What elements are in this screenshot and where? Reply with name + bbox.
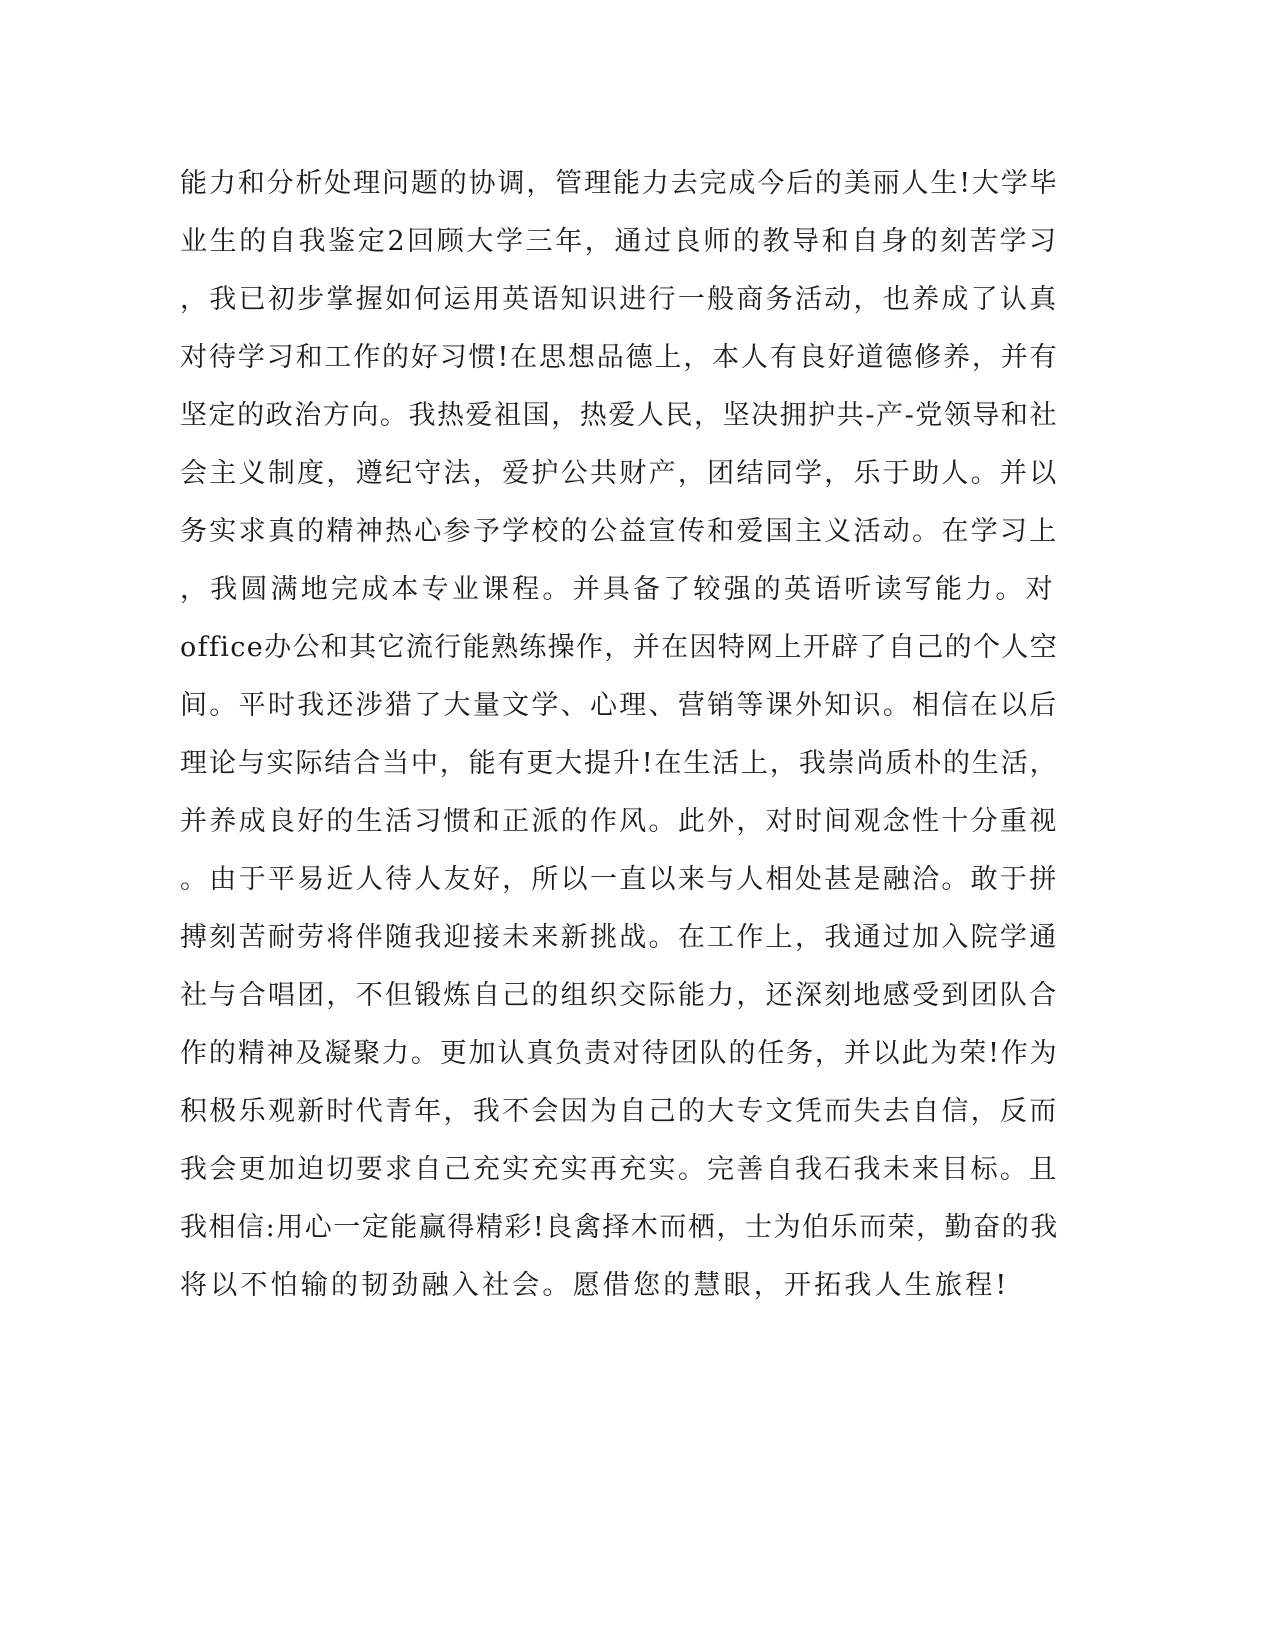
body-text [180, 155, 1060, 1315]
text-line: 我会更加迫切要求自己充实充实再充实。完善自我石我未来目标。且 [180, 1154, 1059, 1185]
text-line: 搏刻苦耐劳将伴随我迎接未来新挑战。在工作上，我通过加入院学通 [180, 922, 1059, 953]
text-line: 能力和分析处理问题的协调，管理能力去完成今后的美丽人生!大学毕 [180, 168, 1059, 199]
text-line: office办公和其它流行能熟练操作，并在因特网上开辟了自己的个人空 [180, 632, 1059, 663]
text-line: 。由于平易近人待人友好，所以一直以来与人相处甚是融洽。敢于拼 [180, 864, 1059, 895]
text-line: ，我圆满地完成本专业课程。并具备了较强的英语听读写能力。对 [180, 574, 1056, 605]
text-line: 理论与实际结合当中，能有更大提升!在生活上，我崇尚质朴的生活， [180, 748, 1059, 779]
text-line: 我相信:用心一定能赢得精彩!良禽择木而栖，士为伯乐而荣，勤奋的我 [180, 1212, 1059, 1243]
text-line: ，我已初步掌握如何运用英语知识进行一般商务活动，也养成了认真 [180, 284, 1059, 315]
text-line: 间。平时我还涉猎了大量文学、心理、营销等课外知识。相信在以后 [180, 690, 1059, 721]
text-line: 务实求真的精神热心参予学校的公益宣传和爱国主义活动。在学习上 [180, 516, 1059, 547]
text-line: 作的精神及凝聚力。更加认真负责对待团队的任务，并以此为荣!作为 [180, 1038, 1059, 1069]
text-line: 对待学习和工作的好习惯!在思想品德上，本人有良好道德修养，并有 [180, 342, 1059, 373]
text-line: 积极乐观新时代青年，我不会因为自己的大专文凭而失去自信，反而 [180, 1096, 1059, 1127]
text-line: 坚定的政治方向。我热爱祖国，热爱人民，坚决拥护共-产-党领导和社 [180, 400, 1059, 431]
text-line: 并养成良好的生活习惯和正派的作风。此外，对时间观念性十分重视 [180, 806, 1059, 837]
text-line: 会主义制度，遵纪守法，爱护公共财产，团结同学，乐于助人。并以 [180, 458, 1059, 489]
text-line: 业生的自我鉴定2回顾大学三年，通过良师的教导和自身的刻苦学习 [180, 226, 1059, 257]
text-line: 将以不怕输的韧劲融入社会。愿借您的慧眼，开拓我人生旅程! [180, 1270, 1010, 1301]
text-line: 社与合唱团，不但锻炼自己的组织交际能力，还深刻地感受到团队合 [180, 980, 1059, 1011]
